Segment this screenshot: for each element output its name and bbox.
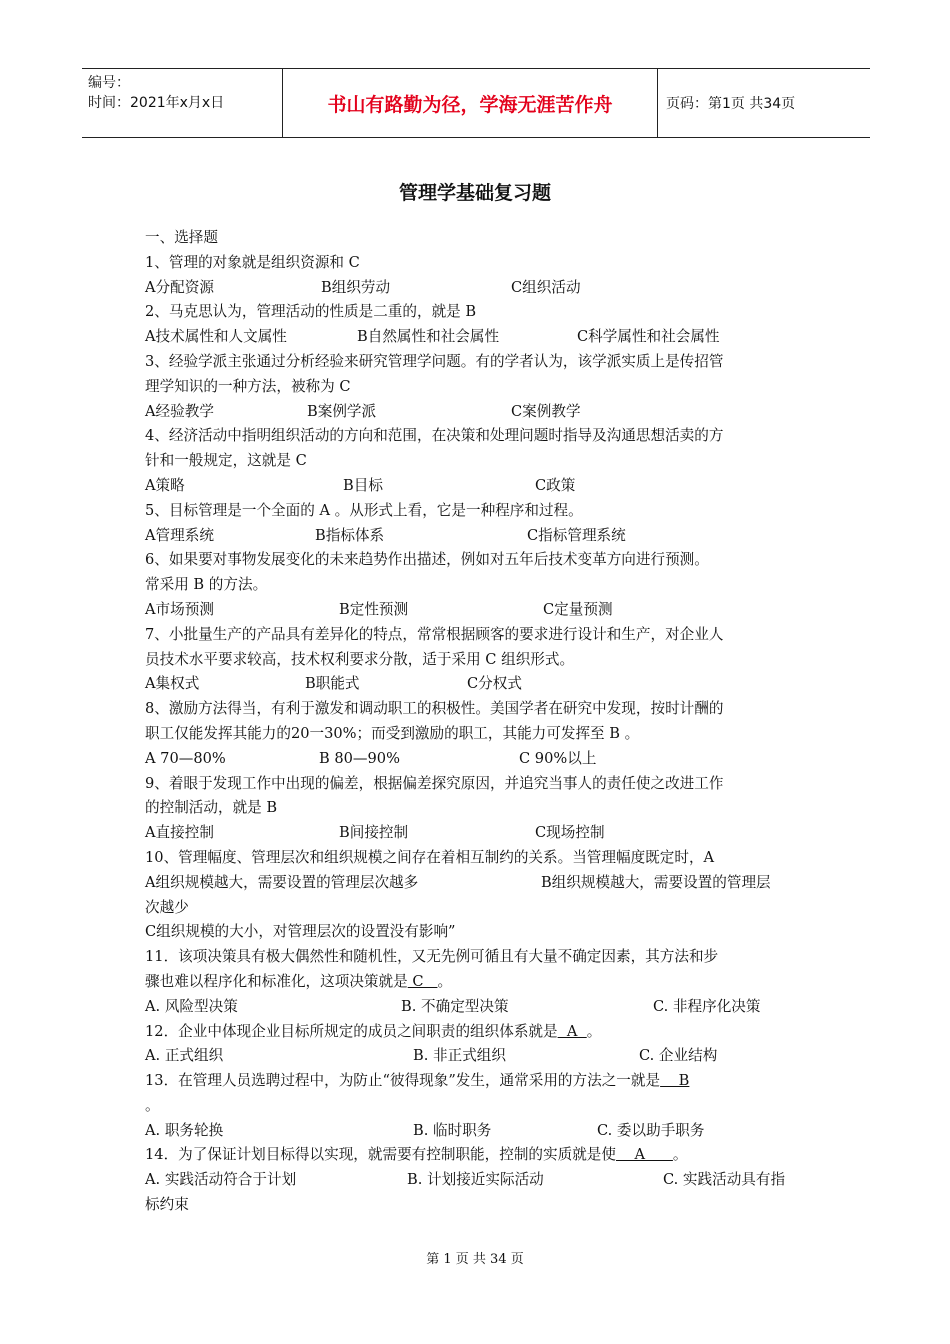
option-a: A集权式	[145, 675, 200, 693]
header-number-label: 编号：	[88, 75, 130, 91]
header-meta	[82, 69, 282, 137]
question-6-options	[145, 598, 815, 623]
option-c: C定量预测	[543, 600, 613, 618]
option-b: B目标	[343, 476, 383, 494]
option-a: A策略	[145, 476, 185, 494]
option-a: A市场预测	[145, 600, 214, 618]
question-13-options	[145, 1119, 815, 1144]
document-header	[82, 68, 870, 138]
question-8-line-2: 职工仅能发挥其能力的20一30%；而受到激励的职工，其能力可发挥至 B 。	[145, 724, 640, 742]
option-b-continued: 次越少	[145, 898, 189, 916]
option-b: B 80—90%	[319, 749, 400, 767]
option-a: A. 风险型决策	[145, 997, 238, 1015]
option-c: C案例教学	[511, 402, 581, 420]
option-c: C指标管理系统	[527, 526, 626, 544]
option-a: A. 实践活动符合于计划	[145, 1171, 297, 1189]
question-13-text: 13．在管理人员选聘过程中，为防止“彼得现象”发生，通常采用的方法之一就是	[145, 1072, 661, 1090]
question-12-text: 12．企业中体现企业目标所规定的成员之间职责的组织体系就是	[145, 1022, 558, 1040]
question-4-options	[145, 474, 815, 499]
header-page-label: 页码：第1页 共34页	[666, 96, 796, 112]
question-14	[145, 1143, 815, 1168]
question-3-line-2: 理学知识的一种方法，被称为 C	[145, 377, 351, 395]
question-13-end: 。	[145, 1096, 160, 1114]
question-14-options	[145, 1168, 815, 1193]
question-14-answer: A	[615, 1146, 673, 1164]
question-11-options	[145, 995, 815, 1020]
section-heading: 一、选择题	[145, 229, 218, 246]
question-11-line-1: 11．该项决策具有极大偶然性和随机性，又无先例可循且有大量不确定因素，其方法和步	[145, 948, 719, 966]
header-motto: 书山有路勤为径，学海无涯苦作舟	[282, 69, 658, 137]
question-5: 5、目标管理是一个全面的 A 。从形式上看，它是一种程序和过程。	[145, 501, 583, 519]
question-12	[145, 1020, 815, 1045]
option-c: C分权式	[467, 675, 522, 693]
question-12-end: 。	[586, 1022, 602, 1040]
option-b: B. 非正式组织	[413, 1047, 506, 1065]
question-2-options	[145, 325, 815, 350]
option-c: C 90%以上	[519, 749, 597, 767]
question-1: 1、管理的对象就是组织资源和 C	[145, 253, 360, 271]
option-c: C. 非程序化决策	[653, 997, 761, 1015]
option-a: A经验教学	[145, 402, 214, 420]
option-c: C. 企业结构	[639, 1047, 718, 1065]
question-3-line-1: 3、经验学派主张通过分析经验来研究管理学问题。有的学者认为，该学派实质上是传招管	[145, 352, 724, 370]
question-8-line-1: 8、激励方法得当，有利于激发和调动职工的积极性。美国学者在研究中发现，按时计酬的	[145, 700, 724, 718]
question-7-line-1: 7、小批量生产的产品具有差异化的特点，常常根据顾客的要求进行设计和生产，对企业人	[145, 625, 724, 643]
option-a: A直接控制	[145, 824, 214, 842]
option-c-continued: 标约束	[145, 1196, 189, 1214]
document-title: 管理学基础复习题	[398, 182, 551, 204]
option-b: B定性预测	[339, 600, 409, 618]
option-b: B职能式	[305, 675, 360, 693]
question-9-line-2: 的控制活动，就是 B	[145, 799, 278, 817]
option-a: A组织规模越大，需要设置的管理层次越多	[145, 873, 419, 891]
question-9-options	[145, 821, 815, 846]
option-c: C. 实践活动具有指	[663, 1171, 786, 1189]
question-11-answer: C	[407, 972, 438, 990]
option-a: A. 职务轮换	[145, 1121, 224, 1139]
question-6-line-1: 6、如果要对事物发展变化的未来趋势作出描述，例如对五年后技术变革方向进行预测。	[145, 551, 709, 569]
option-c: C. 委以助手职务	[597, 1121, 705, 1139]
question-6-line-2: 常采用 B 的方法。	[145, 576, 268, 594]
option-b: B. 临时职务	[413, 1121, 492, 1139]
option-a: A管理系统	[145, 526, 214, 544]
question-9-line-1: 9、着眼于发现工作中出现的偏差，根据偏差探究原因，并追究当事人的责任使之改进工作	[145, 774, 724, 792]
question-1-options	[145, 276, 815, 301]
option-c: C政策	[535, 476, 576, 494]
option-b: B组织劳动	[321, 278, 391, 296]
question-10: 10、管理幅度、管理层次和组织规模之间存在着相互制约的关系。当管理幅度既定时，A	[145, 848, 715, 866]
option-a: A 70—80%	[145, 749, 226, 767]
option-b: B自然属性和社会属性	[357, 328, 500, 346]
question-13	[145, 1069, 815, 1094]
question-13-answer: B	[660, 1072, 690, 1090]
question-4-line-2: 针和一般规定，这就是 C	[145, 452, 307, 470]
option-b: B指标体系	[315, 526, 385, 544]
question-7-line-2: 员技术水平要求较高，技术权利要求分散，适于采用 C 组织形式。	[145, 650, 575, 668]
header-time-label: 时间：2021年x月x日	[88, 95, 225, 111]
question-7-options	[145, 672, 815, 697]
option-c: C现场控制	[535, 824, 605, 842]
question-4-line-1: 4、经济活动中指明组织活动的方向和范围，在决策和处理问题时指导及沟通思想活卖的方	[145, 427, 724, 445]
option-c: C组织规模的大小，对管理层次的设置没有影响”	[145, 923, 456, 941]
question-3-options	[145, 400, 815, 425]
question-2: 2、马克思认为，管理活动的性质是二重的，就是 B	[145, 303, 477, 321]
question-14-text: 14．为了保证计划目标得以实现，就需要有控制职能，控制的实质就是使	[145, 1146, 616, 1164]
option-b: B. 不确定型决策	[401, 997, 509, 1015]
option-c: C组织活动	[511, 278, 581, 296]
question-14-end: 。	[672, 1146, 688, 1164]
question-5-options	[145, 524, 815, 549]
option-b: B组织规模越大，需要设置的管理层	[541, 873, 771, 891]
option-a: A分配资源	[145, 278, 214, 296]
question-12-answer: A	[557, 1022, 587, 1040]
page-footer: 第 1 页 共 34 页	[426, 1252, 524, 1267]
document-body	[145, 226, 815, 1218]
question-8-options	[145, 747, 815, 772]
option-b: B间接控制	[339, 824, 409, 842]
question-12-options	[145, 1044, 815, 1069]
question-11-text: 骤也难以程序化和标准化，这项决策就是	[145, 972, 408, 990]
question-10-options-ab	[145, 871, 815, 896]
question-11-end: 。	[437, 972, 453, 990]
question-11-line-2	[145, 970, 815, 995]
option-a: A. 正式组织	[145, 1047, 224, 1065]
option-b: B. 计划接近实际活动	[407, 1171, 544, 1189]
option-c: C科学属性和社会属性	[577, 328, 720, 346]
option-b: B案例学派	[307, 402, 377, 420]
option-a: A技术属性和人文属性	[145, 328, 287, 346]
